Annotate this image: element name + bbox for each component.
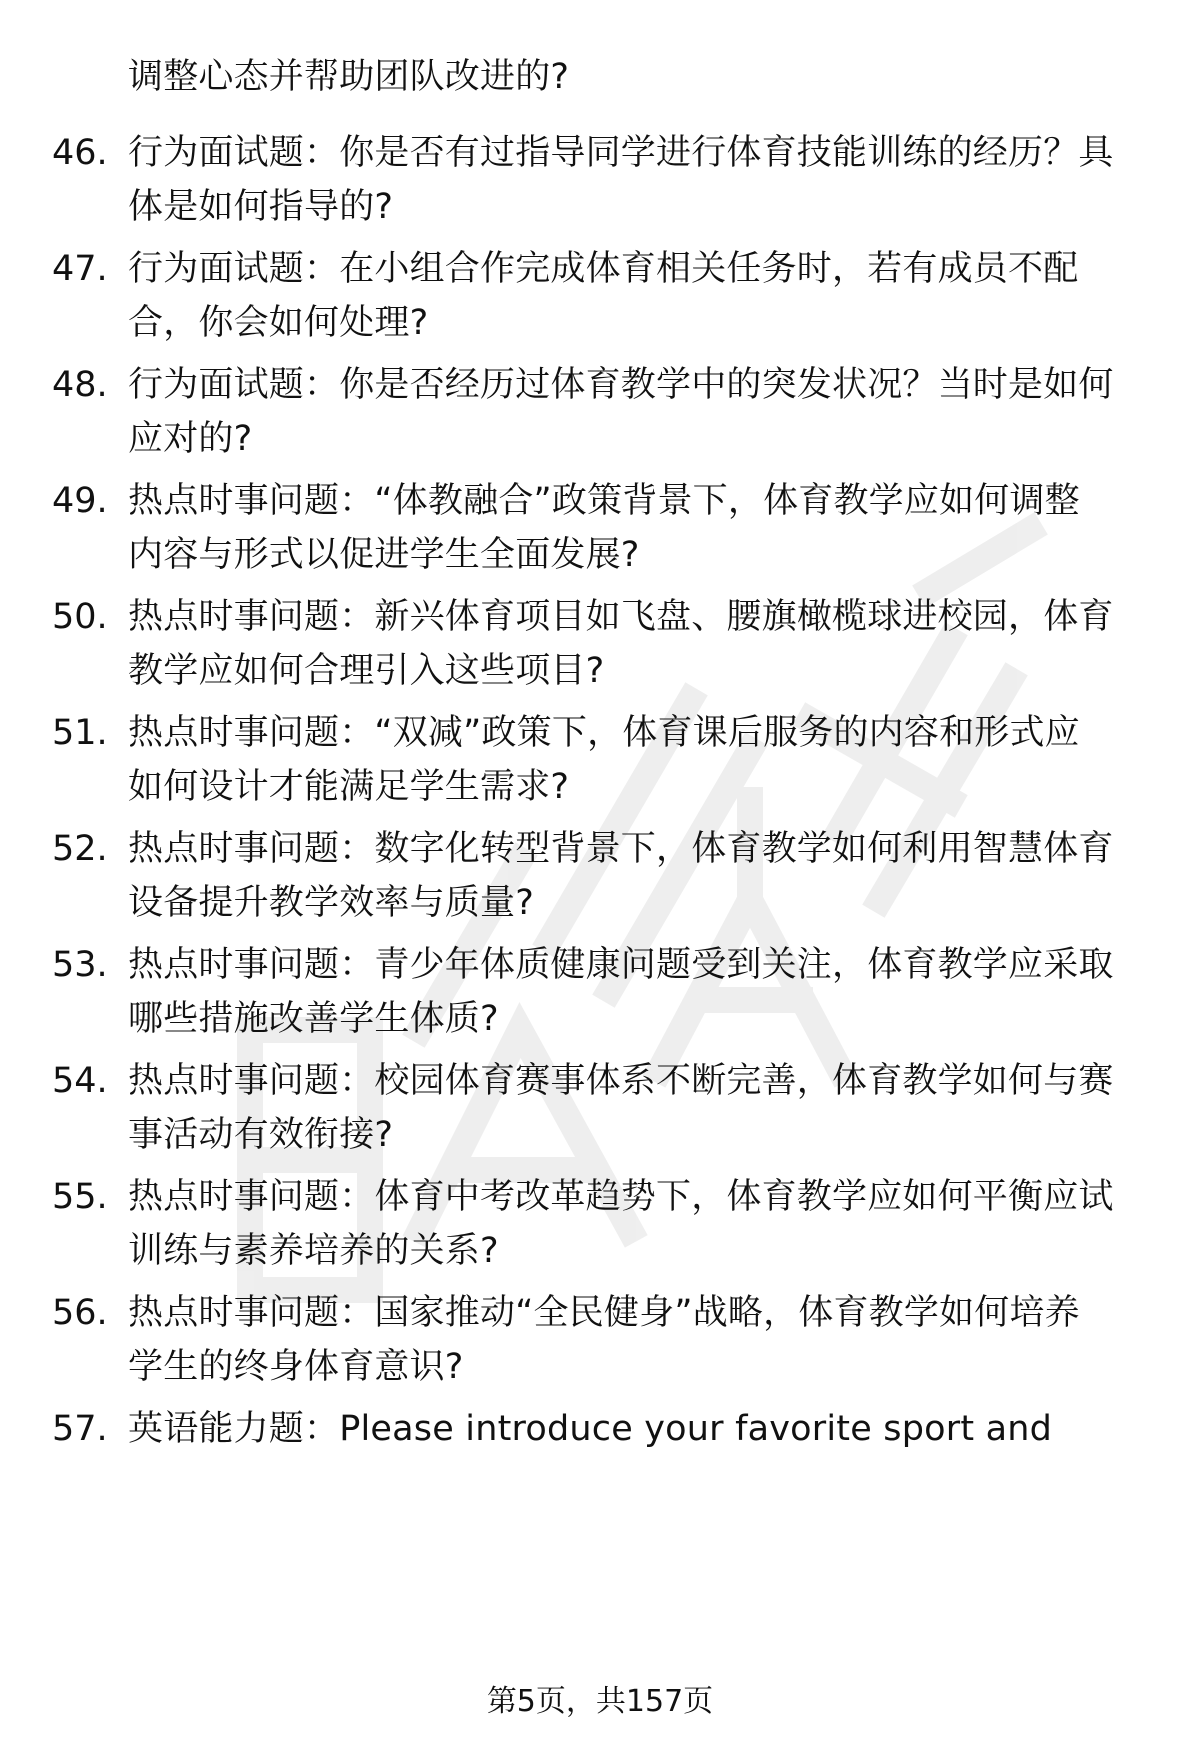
item-text-line-1: 热点时事问题：校园体育赛事体系不断完善，体育教学如何与赛 [128,1061,1114,1101]
item-text-line-2: 应对的? [128,419,253,459]
item-text-line-2: 设备提升教学效率与质量? [128,883,534,923]
item-text-line-1: 热点时事问题：数字化转型背景下，体育教学如何利用智慧体育 [128,829,1114,869]
item-text-line-2: 事活动有效衔接? [128,1115,394,1155]
item-text-line-2: 哪些措施改善学生体质? [128,999,499,1039]
item-text-line-2: 训练与素养培养的关系? [128,1231,499,1271]
item-text-line-1: 热点时事问题：青少年体质健康问题受到关注，体育教学应采取 [128,945,1114,985]
item-number: 56. [52,1293,108,1333]
page-footer: 第5页，共157页 [486,1684,714,1719]
item-text-line-1: 行为面试题：在小组合作完成体育相关任务时，若有成员不配 [128,249,1079,289]
item-text-line-2: 学生的终身体育意识? [128,1347,464,1387]
item-number: 46. [52,133,108,173]
item-text-line-2: 内容与形式以促进学生全面发展? [128,535,640,575]
item-number: 53. [52,945,108,985]
item-text-line-1: 热点时事问题：体育中考改革趋势下，体育教学应如何平衡应试 [128,1177,1114,1217]
item-text-line-2: 合，你会如何处理? [128,303,429,343]
item-number: 52. [52,829,108,869]
item-text-line-2: 教学应如何合理引入这些项目? [128,651,605,691]
item-number: 47. [52,249,108,289]
item-number: 55. [52,1177,108,1217]
item-number: 51. [52,713,108,753]
item-text-line-1: 行为面试题：你是否有过指导同学进行体育技能训练的经历？具 [128,133,1114,173]
item-number: 57. [52,1409,108,1449]
item-text-line-1: 英语能力题：Please introduce your favorite sport and [128,1409,1053,1449]
item-number: 48. [52,365,108,405]
item-text-line-1: 热点时事问题：新兴体育项目如飞盘、腰旗橄榄球进校园，体育 [128,597,1114,637]
item-text-line-1: 热点时事问题：国家推动“全民健身”战略，体育教学如何培养 [128,1293,1080,1333]
item-text-line-2: 体是如何指导的? [128,187,394,227]
item-text-line-2: 如何设计才能满足学生需求? [128,767,570,807]
item-text-line-1: 热点时事问题：“双减”政策下，体育课后服务的内容和形式应 [128,713,1080,753]
item-text-line-1: 热点时事问题：“体教融合”政策背景下，体育教学应如何调整 [128,481,1080,521]
continuation-line: 调整心态并帮助团队改进的? [128,57,570,97]
item-number: 49. [52,481,108,521]
item-number: 50. [52,597,108,637]
item-number: 54. [52,1061,108,1101]
item-text-line-1: 行为面试题：你是否经历过体育教学中的突发状况？当时是如何 [128,365,1114,405]
